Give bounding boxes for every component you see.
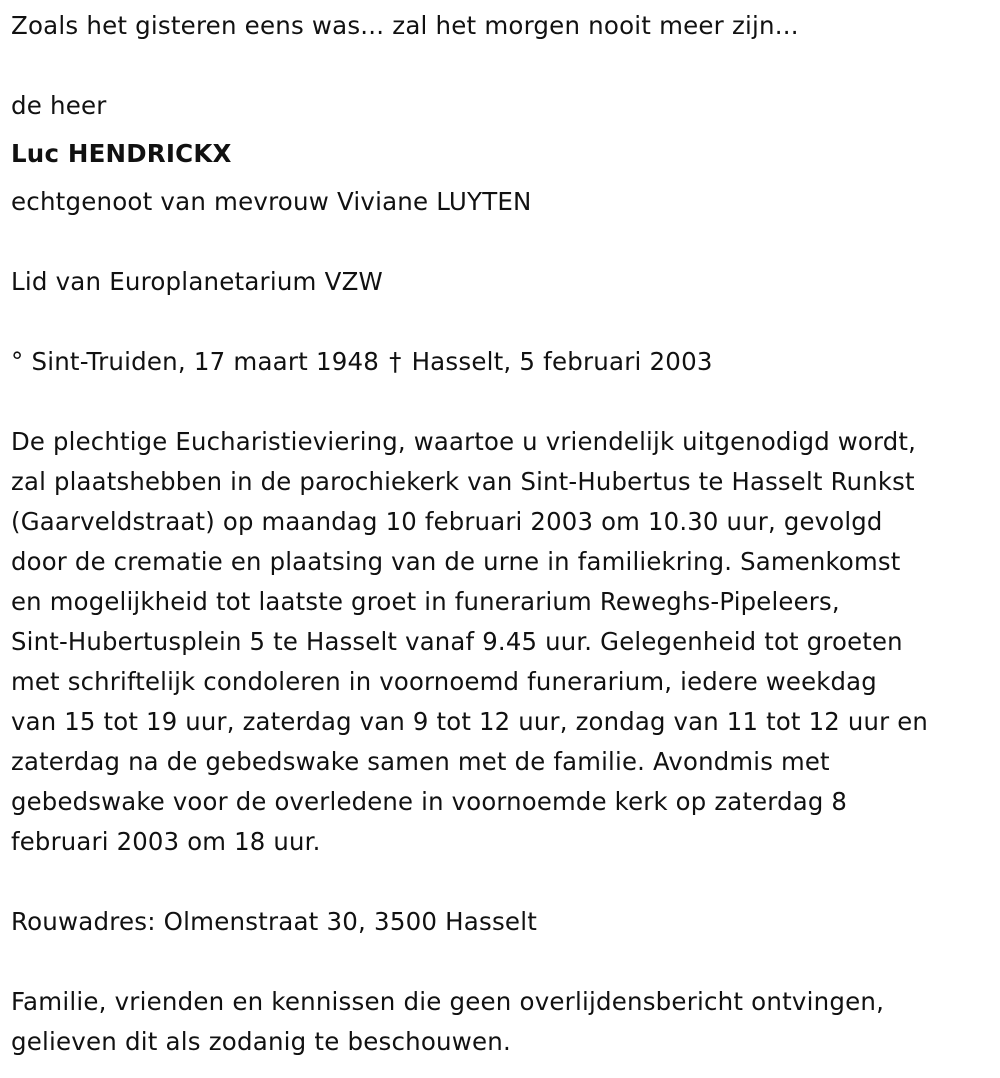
motto: Zoals het gisteren eens was... zal het morgen nooit meer zijn... (11, 11, 799, 40)
mourning-address: Rouwadres: Olmenstraat 30, 3500 Hasselt (11, 907, 538, 936)
birth-death-line (11, 342, 713, 382)
paragraph-line: van 15 tot 19 uur, zaterdag van 9 tot 12 uur, zondag van 11 tot 12 uur en (11, 707, 929, 736)
paragraph-line: en mogelijkheid tot laatste groet in funerarium Reweghs-Pipeleers, (11, 587, 840, 616)
paragraph-line: Familie, vrienden en kennissen die geen overlijdensbericht ontvingen, (11, 987, 885, 1016)
paragraph-line: door de crematie en plaatsing van de urne in familiekring. Samenkomst (11, 547, 901, 576)
paragraph-line: gelieven dit als zodanig te beschouwen. (11, 1027, 512, 1056)
death-info: Hasselt, 5 februari 2003 (411, 347, 713, 376)
ceremony-paragraph (11, 422, 993, 862)
deceased-name: Luc HENDRICKX (11, 139, 232, 168)
paragraph-line: zal plaatshebben in de parochiekerk van Sint-Hubertus te Hasselt Runkst (11, 467, 915, 496)
paragraph-line: zaterdag na de gebedswake samen met de familie. Avondmis met (11, 747, 830, 776)
paragraph-line: met schriftelijk condoleren in voornoemd funerarium, iedere weekdag (11, 667, 877, 696)
membership-line: Lid van Europlanetarium VZW (11, 267, 383, 296)
closing-paragraph (11, 982, 884, 1062)
salutation: de heer (11, 91, 107, 120)
paragraph-line: februari 2003 om 18 uur. (11, 827, 321, 856)
cross-icon: † (389, 347, 402, 376)
paragraph-line: Sint-Hubertusplein 5 te Hasselt vanaf 9.45 uur. Gelegenheid tot groeten (11, 627, 903, 656)
spouse-line: echtgenoot van mevrouw Viviane LUYTEN (11, 187, 532, 216)
paragraph-line: (Gaarveldstraat) op maandag 10 februari 2003 om 10.30 uur, gevolgd (11, 507, 883, 536)
paragraph-line: gebedswake voor de overledene in voornoemde kerk op zaterdag 8 (11, 787, 848, 816)
paragraph-line: De plechtige Eucharistieviering, waartoe u vriendelijk uitgenodigd wordt, (11, 427, 917, 456)
birth-info: ° Sint-Truiden, 17 maart 1948 (11, 347, 380, 376)
